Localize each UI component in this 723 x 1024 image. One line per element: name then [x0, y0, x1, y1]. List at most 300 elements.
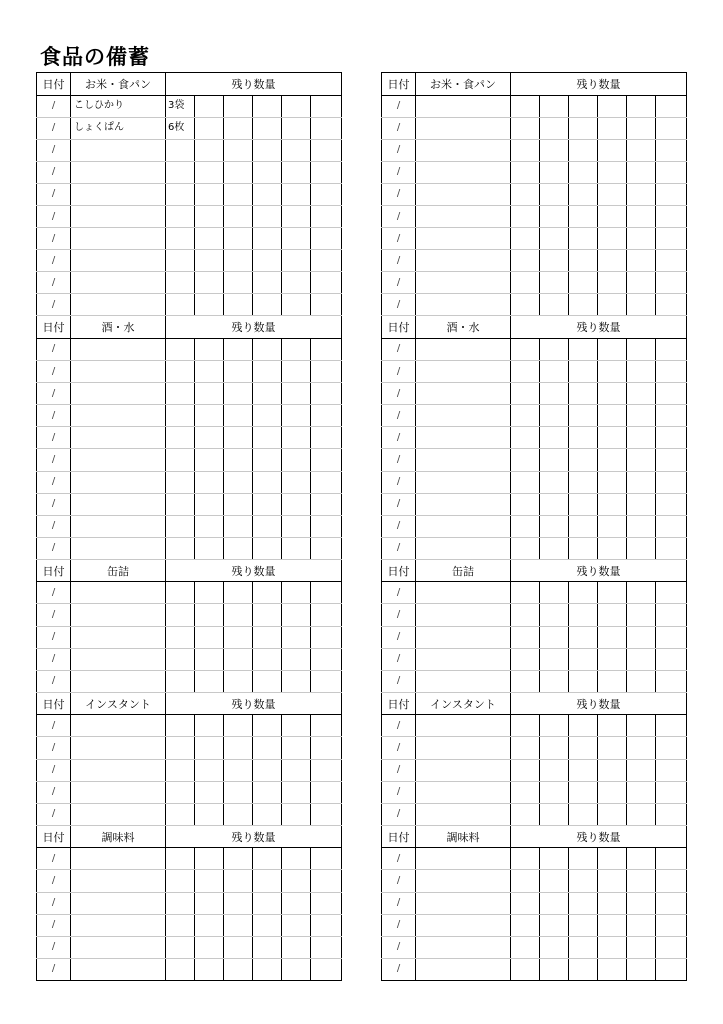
remaining-cell[interactable] [656, 294, 687, 316]
remaining-cell[interactable] [598, 361, 627, 383]
date-cell[interactable]: / [37, 781, 71, 803]
remaining-cell[interactable] [195, 493, 224, 515]
qty-cell[interactable] [166, 914, 195, 936]
remaining-cell[interactable] [195, 294, 224, 316]
qty-cell[interactable] [511, 604, 540, 626]
remaining-cell[interactable] [253, 139, 282, 161]
remaining-cell[interactable] [311, 183, 342, 205]
remaining-cell[interactable] [540, 781, 569, 803]
item-cell[interactable] [416, 781, 511, 803]
remaining-cell[interactable] [569, 449, 598, 471]
remaining-cell[interactable] [540, 95, 569, 117]
remaining-cell[interactable] [540, 737, 569, 759]
remaining-cell[interactable] [253, 870, 282, 892]
remaining-cell[interactable] [253, 848, 282, 870]
remaining-cell[interactable] [540, 383, 569, 405]
remaining-cell[interactable] [224, 139, 253, 161]
remaining-cell[interactable] [195, 449, 224, 471]
date-cell[interactable]: / [37, 183, 71, 205]
remaining-cell[interactable] [224, 892, 253, 914]
remaining-cell[interactable] [540, 117, 569, 139]
remaining-cell[interactable] [253, 228, 282, 250]
remaining-cell[interactable] [540, 427, 569, 449]
date-cell[interactable]: / [37, 139, 71, 161]
remaining-cell[interactable] [540, 161, 569, 183]
remaining-cell[interactable] [282, 870, 311, 892]
date-cell[interactable]: / [382, 183, 416, 205]
qty-cell[interactable] [166, 648, 195, 670]
item-cell[interactable] [71, 759, 166, 781]
remaining-cell[interactable] [627, 515, 656, 537]
qty-cell[interactable] [166, 449, 195, 471]
remaining-cell[interactable] [598, 95, 627, 117]
date-cell[interactable]: / [382, 427, 416, 449]
remaining-cell[interactable] [282, 648, 311, 670]
remaining-cell[interactable] [282, 250, 311, 272]
remaining-cell[interactable] [253, 604, 282, 626]
remaining-cell[interactable] [253, 449, 282, 471]
remaining-cell[interactable] [311, 936, 342, 958]
remaining-cell[interactable] [253, 759, 282, 781]
item-cell[interactable] [71, 648, 166, 670]
remaining-cell[interactable] [569, 272, 598, 294]
date-cell[interactable]: / [382, 228, 416, 250]
qty-cell[interactable] [511, 626, 540, 648]
item-cell[interactable] [416, 471, 511, 493]
remaining-cell[interactable] [656, 205, 687, 227]
remaining-cell[interactable] [569, 250, 598, 272]
date-cell[interactable]: / [37, 936, 71, 958]
remaining-cell[interactable] [195, 515, 224, 537]
remaining-cell[interactable] [253, 427, 282, 449]
qty-cell[interactable] [511, 582, 540, 604]
date-cell[interactable]: / [382, 449, 416, 471]
item-cell[interactable] [71, 848, 166, 870]
remaining-cell[interactable] [311, 117, 342, 139]
remaining-cell[interactable] [627, 781, 656, 803]
date-cell[interactable]: / [37, 537, 71, 559]
remaining-cell[interactable] [195, 803, 224, 825]
remaining-cell[interactable] [195, 205, 224, 227]
remaining-cell[interactable] [282, 471, 311, 493]
remaining-cell[interactable] [253, 670, 282, 692]
remaining-cell[interactable] [627, 361, 656, 383]
date-cell[interactable]: / [382, 338, 416, 360]
remaining-cell[interactable] [224, 95, 253, 117]
remaining-cell[interactable] [311, 228, 342, 250]
qty-cell[interactable] [511, 715, 540, 737]
remaining-cell[interactable] [311, 272, 342, 294]
remaining-cell[interactable] [656, 449, 687, 471]
remaining-cell[interactable] [656, 759, 687, 781]
date-cell[interactable]: / [37, 228, 71, 250]
remaining-cell[interactable] [656, 95, 687, 117]
remaining-cell[interactable] [598, 737, 627, 759]
item-cell[interactable] [416, 648, 511, 670]
remaining-cell[interactable] [195, 405, 224, 427]
remaining-cell[interactable] [224, 383, 253, 405]
qty-cell[interactable] [166, 958, 195, 980]
item-cell[interactable] [71, 582, 166, 604]
date-cell[interactable]: / [37, 493, 71, 515]
date-cell[interactable]: / [382, 250, 416, 272]
remaining-cell[interactable] [224, 493, 253, 515]
qty-cell[interactable]: 3袋 [166, 95, 195, 117]
qty-cell[interactable] [166, 936, 195, 958]
remaining-cell[interactable] [311, 427, 342, 449]
remaining-cell[interactable] [598, 914, 627, 936]
remaining-cell[interactable] [627, 670, 656, 692]
remaining-cell[interactable] [627, 471, 656, 493]
remaining-cell[interactable] [282, 449, 311, 471]
remaining-cell[interactable] [311, 626, 342, 648]
qty-cell[interactable] [511, 515, 540, 537]
remaining-cell[interactable] [253, 338, 282, 360]
item-cell[interactable] [416, 870, 511, 892]
remaining-cell[interactable] [627, 737, 656, 759]
remaining-cell[interactable] [656, 228, 687, 250]
qty-cell[interactable] [166, 604, 195, 626]
remaining-cell[interactable] [282, 670, 311, 692]
remaining-cell[interactable] [627, 228, 656, 250]
remaining-cell[interactable] [253, 161, 282, 183]
remaining-cell[interactable] [311, 781, 342, 803]
date-cell[interactable]: / [37, 161, 71, 183]
remaining-cell[interactable] [282, 383, 311, 405]
remaining-cell[interactable] [311, 670, 342, 692]
remaining-cell[interactable] [253, 250, 282, 272]
date-cell[interactable]: / [37, 914, 71, 936]
remaining-cell[interactable] [540, 449, 569, 471]
date-cell[interactable]: / [382, 759, 416, 781]
remaining-cell[interactable] [282, 515, 311, 537]
remaining-cell[interactable] [253, 626, 282, 648]
remaining-cell[interactable] [598, 626, 627, 648]
remaining-cell[interactable] [282, 405, 311, 427]
item-cell[interactable] [71, 737, 166, 759]
item-cell[interactable] [416, 670, 511, 692]
date-cell[interactable]: / [382, 493, 416, 515]
remaining-cell[interactable] [627, 537, 656, 559]
remaining-cell[interactable] [224, 183, 253, 205]
remaining-cell[interactable] [569, 117, 598, 139]
qty-cell[interactable] [511, 294, 540, 316]
remaining-cell[interactable] [224, 515, 253, 537]
date-cell[interactable]: / [37, 294, 71, 316]
remaining-cell[interactable] [224, 803, 253, 825]
remaining-cell[interactable] [627, 582, 656, 604]
remaining-cell[interactable] [195, 427, 224, 449]
item-cell[interactable]: こしひかり [71, 95, 166, 117]
remaining-cell[interactable] [311, 870, 342, 892]
remaining-cell[interactable] [569, 95, 598, 117]
remaining-cell[interactable] [282, 759, 311, 781]
remaining-cell[interactable] [598, 803, 627, 825]
remaining-cell[interactable] [540, 936, 569, 958]
remaining-cell[interactable] [224, 936, 253, 958]
qty-cell[interactable] [166, 383, 195, 405]
item-cell[interactable] [416, 604, 511, 626]
remaining-cell[interactable] [569, 427, 598, 449]
qty-cell[interactable] [511, 670, 540, 692]
remaining-cell[interactable] [540, 139, 569, 161]
date-cell[interactable]: / [382, 294, 416, 316]
item-cell[interactable] [416, 205, 511, 227]
remaining-cell[interactable] [540, 294, 569, 316]
item-cell[interactable] [71, 892, 166, 914]
remaining-cell[interactable] [598, 250, 627, 272]
remaining-cell[interactable] [656, 537, 687, 559]
date-cell[interactable]: / [382, 383, 416, 405]
item-cell[interactable] [71, 781, 166, 803]
remaining-cell[interactable] [569, 228, 598, 250]
qty-cell[interactable] [511, 958, 540, 980]
date-cell[interactable]: / [37, 715, 71, 737]
item-cell[interactable] [71, 183, 166, 205]
item-cell[interactable] [71, 670, 166, 692]
item-cell[interactable] [416, 759, 511, 781]
remaining-cell[interactable] [253, 582, 282, 604]
qty-cell[interactable] [166, 205, 195, 227]
remaining-cell[interactable] [569, 715, 598, 737]
remaining-cell[interactable] [224, 272, 253, 294]
remaining-cell[interactable] [224, 759, 253, 781]
remaining-cell[interactable] [569, 205, 598, 227]
remaining-cell[interactable] [282, 803, 311, 825]
remaining-cell[interactable] [253, 95, 282, 117]
remaining-cell[interactable] [195, 648, 224, 670]
remaining-cell[interactable] [282, 781, 311, 803]
qty-cell[interactable] [166, 781, 195, 803]
item-cell[interactable] [416, 737, 511, 759]
qty-cell[interactable] [511, 648, 540, 670]
remaining-cell[interactable] [598, 670, 627, 692]
item-cell[interactable]: しょくぱん [71, 117, 166, 139]
remaining-cell[interactable] [656, 515, 687, 537]
remaining-cell[interactable] [598, 228, 627, 250]
date-cell[interactable]: / [37, 870, 71, 892]
item-cell[interactable] [416, 383, 511, 405]
remaining-cell[interactable] [627, 183, 656, 205]
remaining-cell[interactable] [224, 715, 253, 737]
item-cell[interactable] [416, 427, 511, 449]
remaining-cell[interactable] [282, 892, 311, 914]
qty-cell[interactable] [166, 338, 195, 360]
remaining-cell[interactable] [311, 958, 342, 980]
remaining-cell[interactable] [282, 715, 311, 737]
item-cell[interactable] [416, 537, 511, 559]
remaining-cell[interactable] [540, 228, 569, 250]
qty-cell[interactable] [511, 493, 540, 515]
remaining-cell[interactable] [311, 95, 342, 117]
date-cell[interactable]: / [37, 670, 71, 692]
item-cell[interactable] [416, 936, 511, 958]
remaining-cell[interactable] [195, 759, 224, 781]
remaining-cell[interactable] [195, 95, 224, 117]
remaining-cell[interactable] [598, 338, 627, 360]
qty-cell[interactable] [511, 183, 540, 205]
qty-cell[interactable] [166, 582, 195, 604]
qty-cell[interactable] [511, 870, 540, 892]
remaining-cell[interactable] [253, 803, 282, 825]
date-cell[interactable]: / [382, 892, 416, 914]
remaining-cell[interactable] [224, 117, 253, 139]
date-cell[interactable]: / [37, 848, 71, 870]
remaining-cell[interactable] [569, 471, 598, 493]
item-cell[interactable] [416, 361, 511, 383]
remaining-cell[interactable] [195, 626, 224, 648]
remaining-cell[interactable] [311, 759, 342, 781]
remaining-cell[interactable] [627, 493, 656, 515]
qty-cell[interactable] [166, 161, 195, 183]
remaining-cell[interactable] [224, 427, 253, 449]
item-cell[interactable] [71, 405, 166, 427]
remaining-cell[interactable] [540, 803, 569, 825]
remaining-cell[interactable] [311, 449, 342, 471]
remaining-cell[interactable] [311, 405, 342, 427]
remaining-cell[interactable] [195, 361, 224, 383]
remaining-cell[interactable] [569, 139, 598, 161]
remaining-cell[interactable] [282, 936, 311, 958]
remaining-cell[interactable] [224, 914, 253, 936]
remaining-cell[interactable] [656, 914, 687, 936]
remaining-cell[interactable] [253, 361, 282, 383]
remaining-cell[interactable] [282, 737, 311, 759]
qty-cell[interactable] [511, 803, 540, 825]
date-cell[interactable]: / [37, 515, 71, 537]
item-cell[interactable] [71, 449, 166, 471]
remaining-cell[interactable] [627, 892, 656, 914]
item-cell[interactable] [71, 803, 166, 825]
date-cell[interactable]: / [382, 161, 416, 183]
remaining-cell[interactable] [627, 648, 656, 670]
remaining-cell[interactable] [311, 582, 342, 604]
remaining-cell[interactable] [311, 205, 342, 227]
remaining-cell[interactable] [656, 493, 687, 515]
date-cell[interactable]: / [37, 958, 71, 980]
remaining-cell[interactable] [253, 183, 282, 205]
remaining-cell[interactable] [311, 604, 342, 626]
remaining-cell[interactable] [224, 228, 253, 250]
qty-cell[interactable] [511, 250, 540, 272]
remaining-cell[interactable] [656, 670, 687, 692]
remaining-cell[interactable] [311, 383, 342, 405]
date-cell[interactable]: / [382, 958, 416, 980]
item-cell[interactable] [71, 936, 166, 958]
remaining-cell[interactable] [540, 715, 569, 737]
item-cell[interactable] [71, 958, 166, 980]
remaining-cell[interactable] [569, 294, 598, 316]
remaining-cell[interactable] [656, 471, 687, 493]
remaining-cell[interactable] [598, 537, 627, 559]
remaining-cell[interactable] [598, 870, 627, 892]
remaining-cell[interactable] [195, 936, 224, 958]
remaining-cell[interactable] [656, 361, 687, 383]
remaining-cell[interactable] [598, 383, 627, 405]
remaining-cell[interactable] [627, 715, 656, 737]
remaining-cell[interactable] [282, 338, 311, 360]
qty-cell[interactable] [166, 228, 195, 250]
date-cell[interactable]: / [37, 427, 71, 449]
date-cell[interactable]: / [382, 626, 416, 648]
remaining-cell[interactable] [540, 759, 569, 781]
remaining-cell[interactable] [195, 604, 224, 626]
remaining-cell[interactable] [282, 493, 311, 515]
remaining-cell[interactable] [656, 161, 687, 183]
remaining-cell[interactable] [282, 95, 311, 117]
remaining-cell[interactable] [656, 892, 687, 914]
qty-cell[interactable] [166, 405, 195, 427]
remaining-cell[interactable] [598, 648, 627, 670]
qty-cell[interactable] [166, 670, 195, 692]
remaining-cell[interactable] [311, 250, 342, 272]
remaining-cell[interactable] [311, 537, 342, 559]
remaining-cell[interactable] [224, 537, 253, 559]
item-cell[interactable] [71, 626, 166, 648]
remaining-cell[interactable] [540, 892, 569, 914]
remaining-cell[interactable] [569, 803, 598, 825]
remaining-cell[interactable] [282, 294, 311, 316]
remaining-cell[interactable] [656, 117, 687, 139]
remaining-cell[interactable] [627, 405, 656, 427]
remaining-cell[interactable] [598, 781, 627, 803]
qty-cell[interactable] [511, 471, 540, 493]
remaining-cell[interactable] [224, 737, 253, 759]
remaining-cell[interactable] [195, 715, 224, 737]
date-cell[interactable]: / [37, 383, 71, 405]
item-cell[interactable] [71, 537, 166, 559]
remaining-cell[interactable] [311, 715, 342, 737]
remaining-cell[interactable] [569, 537, 598, 559]
date-cell[interactable]: / [382, 139, 416, 161]
remaining-cell[interactable] [656, 183, 687, 205]
item-cell[interactable] [416, 803, 511, 825]
qty-cell[interactable] [511, 338, 540, 360]
item-cell[interactable] [71, 338, 166, 360]
remaining-cell[interactable] [195, 781, 224, 803]
remaining-cell[interactable] [253, 648, 282, 670]
qty-cell[interactable] [511, 405, 540, 427]
item-cell[interactable] [416, 405, 511, 427]
remaining-cell[interactable] [540, 471, 569, 493]
remaining-cell[interactable] [311, 515, 342, 537]
remaining-cell[interactable] [224, 670, 253, 692]
date-cell[interactable]: / [382, 405, 416, 427]
qty-cell[interactable] [166, 803, 195, 825]
qty-cell[interactable] [511, 537, 540, 559]
qty-cell[interactable] [511, 936, 540, 958]
date-cell[interactable]: / [37, 361, 71, 383]
item-cell[interactable] [71, 161, 166, 183]
remaining-cell[interactable] [627, 338, 656, 360]
remaining-cell[interactable] [656, 737, 687, 759]
date-cell[interactable]: / [382, 361, 416, 383]
remaining-cell[interactable] [282, 914, 311, 936]
remaining-cell[interactable] [627, 626, 656, 648]
remaining-cell[interactable] [656, 383, 687, 405]
qty-cell[interactable] [511, 427, 540, 449]
qty-cell[interactable] [166, 139, 195, 161]
date-cell[interactable]: / [382, 604, 416, 626]
remaining-cell[interactable] [540, 537, 569, 559]
date-cell[interactable]: / [382, 272, 416, 294]
remaining-cell[interactable] [224, 648, 253, 670]
date-cell[interactable]: / [382, 870, 416, 892]
remaining-cell[interactable] [282, 361, 311, 383]
remaining-cell[interactable] [598, 272, 627, 294]
item-cell[interactable] [71, 383, 166, 405]
date-cell[interactable]: / [382, 205, 416, 227]
